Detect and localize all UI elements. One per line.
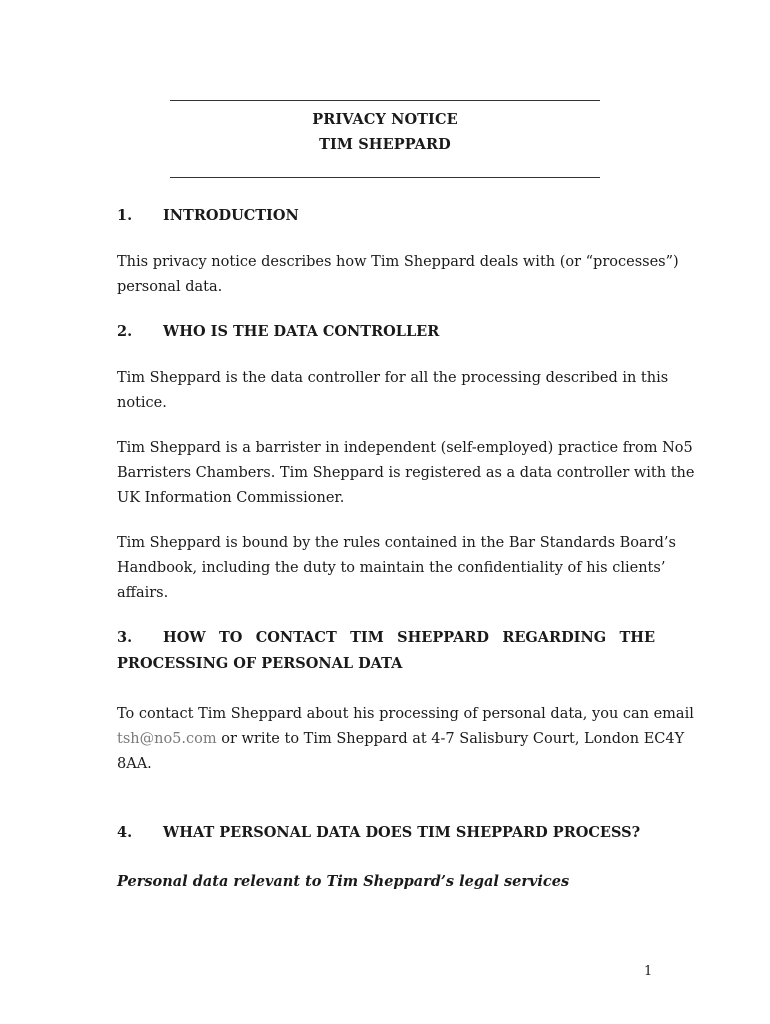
paragraph-line: affairs. xyxy=(117,585,169,601)
section-1-paragraph xyxy=(117,250,679,300)
paragraph-line: To contact Tim Sheppard about his processing of personal data, you can email xyxy=(117,706,694,722)
section-title-line: PROCESSING OF PERSONAL DATA xyxy=(117,655,403,672)
section-number: 4. xyxy=(117,824,133,841)
paragraph-line: notice. xyxy=(117,395,167,411)
section-title: WHO IS THE DATA CONTROLLER xyxy=(163,323,440,340)
paragraph-line: Tim Sheppard is bound by the rules contained in the Bar Standards Board’s xyxy=(117,535,676,551)
top-divider xyxy=(170,100,600,101)
section-4-subheading: Personal data relevant to Tim Sheppard’s legal services xyxy=(117,873,570,890)
section-2-paragraph-1 xyxy=(117,366,669,416)
email-link[interactable]: tsh@no5.com xyxy=(117,731,217,747)
section-1-heading xyxy=(117,203,655,229)
document-author: TIM SHEPPARD xyxy=(319,136,451,153)
section-2-heading xyxy=(117,319,655,345)
section-title: HOW TO CONTACT TIM SHEPPARD REGARDING THE xyxy=(163,629,655,646)
paragraph-line: This privacy notice describes how Tim Sheppard deals with (or “processes”) xyxy=(117,254,679,270)
paragraph-text: or write to Tim Sheppard at 4-7 Salisbury Court, London EC4Y xyxy=(216,731,685,747)
paragraph-line: Tim Sheppard is a barrister in independent (self-employed) practice from No5 xyxy=(117,440,693,456)
paragraph-line: Handbook, including the duty to maintain the confidentiality of his clients’ xyxy=(117,560,666,576)
paragraph-line xyxy=(117,727,685,752)
section-2-paragraph-3 xyxy=(117,531,676,606)
paragraph-line: personal data. xyxy=(117,279,223,295)
section-2-paragraph-2 xyxy=(117,436,695,511)
paragraph-line: UK Information Commissioner. xyxy=(117,490,345,506)
section-number: 1. xyxy=(117,207,133,224)
paragraph-line: Tim Sheppard is the data controller for all the processing described in this xyxy=(117,370,669,386)
paragraph-line: Barristers Chambers. Tim Sheppard is registered as a data controller with the xyxy=(117,465,695,481)
page-number: 1 xyxy=(644,964,653,979)
section-4-heading xyxy=(117,820,655,846)
section-title: INTRODUCTION xyxy=(163,207,299,224)
paragraph-line: 8AA. xyxy=(117,756,152,772)
section-3-heading xyxy=(117,625,655,677)
document-title: PRIVACY NOTICE xyxy=(312,111,458,128)
section-number: 3. xyxy=(117,629,133,646)
section-title-line xyxy=(117,625,655,651)
section-3-paragraph xyxy=(117,702,694,777)
section-number: 2. xyxy=(117,323,133,340)
section-title: WHAT PERSONAL DATA DOES TIM SHEPPARD PROCESS? xyxy=(163,824,641,841)
bottom-divider xyxy=(170,177,600,178)
